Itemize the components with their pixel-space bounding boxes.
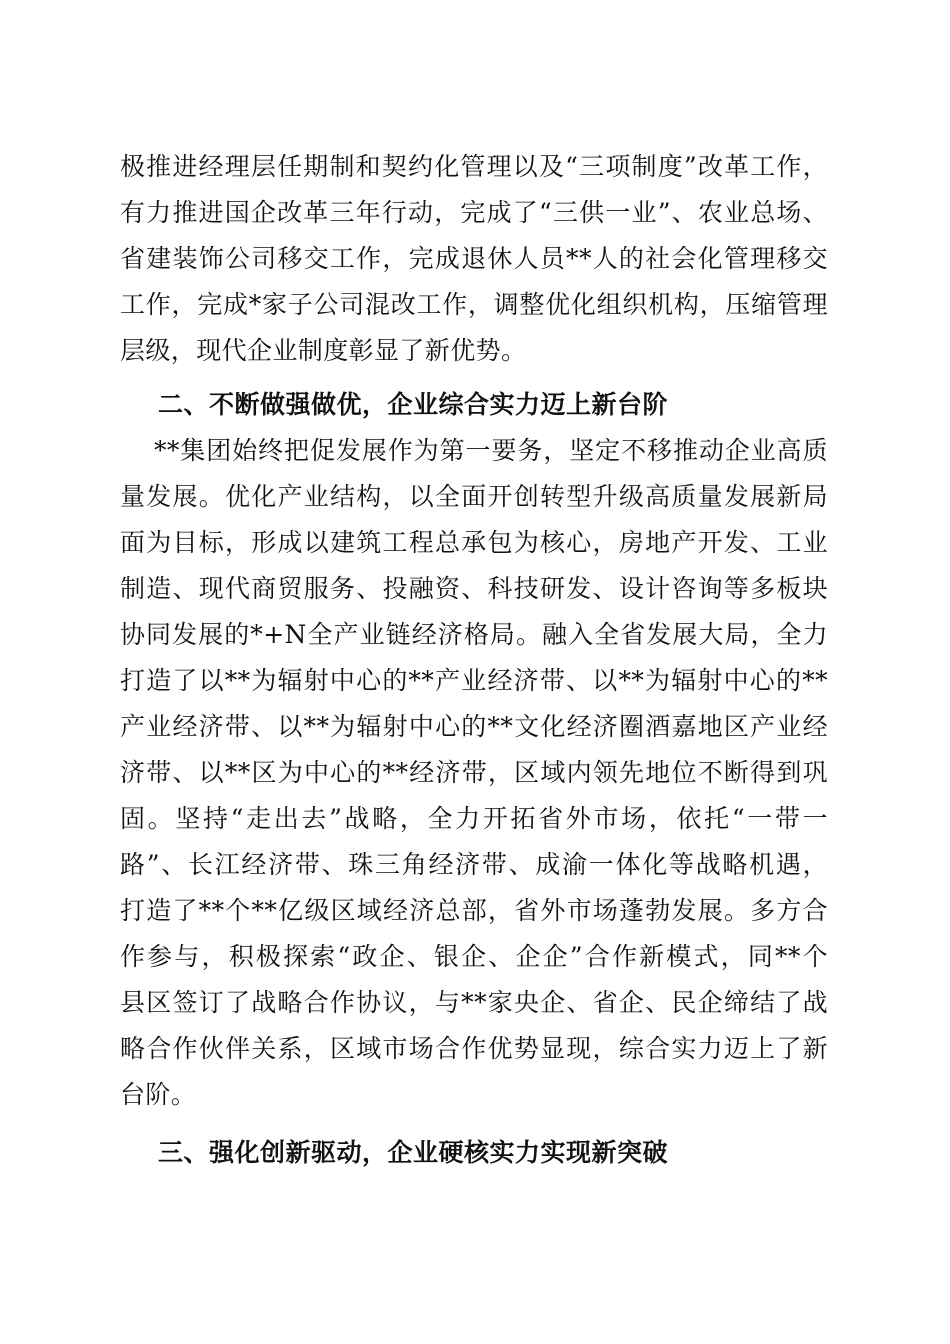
paragraph-line: 作参与，积极探索“政企、银企、企企”合作新模式，同**个	[120, 942, 828, 971]
paragraph-1	[120, 144, 828, 374]
paragraph-2	[120, 428, 828, 1118]
document-page	[120, 144, 828, 1176]
paragraph-line: 省建装饰公司移交工作，完成退休人员**人的社会化管理移交	[120, 244, 828, 273]
paragraph-line: 固。坚持“走出去”战略，全力开拓省外市场，依托“一带一	[120, 804, 828, 833]
paragraph-line: 有力推进国企改革三年行动，完成了“三供一业”、农业总场、	[120, 198, 828, 227]
paragraph-line: 产业经济带、以**为辐射中心的**文化经济圈酒嘉地区产业经	[120, 712, 828, 741]
paragraph-line: 层级，现代企业制度彰显了新优势。	[120, 336, 527, 365]
paragraph-line: 打造了以**为辐射中心的**产业经济带、以**为辐射中心的**	[120, 666, 828, 695]
section-heading-3: 三、强化创新驱动，企业硬核实力实现新突破	[158, 1138, 669, 1167]
paragraph-line: 量发展。优化产业结构，以全面开创转型升级高质量发展新局	[120, 482, 828, 511]
paragraph-line: 面为目标，形成以建筑工程总承包为核心，房地产开发、工业	[120, 528, 828, 557]
paragraph-line: 略合作伙伴关系，区域市场合作优势显现，综合实力迈上了新	[120, 1034, 828, 1063]
paragraph-line: 协同发展的*+N全产业链经济格局。融入全省发展大局，全力	[120, 620, 828, 649]
section-heading-2: 二、不断做强做优，企业综合实力迈上新台阶	[158, 390, 669, 419]
paragraph-line: 极推进经理层任期制和契约化管理以及“三项制度”改革工作，	[120, 152, 828, 181]
paragraph-line: 县区签订了战略合作协议，与**家央企、省企、民企缔结了战	[120, 988, 828, 1017]
paragraph-line: 台阶。	[120, 1080, 197, 1109]
paragraph-line: 制造、现代商贸服务、投融资、科技研发、设计咨询等多板块	[120, 574, 828, 603]
paragraph-line: 路”、长江经济带、珠三角经济带、成渝一体化等战略机遇，	[120, 850, 828, 879]
paragraph-line: 工作，完成*家子公司混改工作，调整优化组织机构，压缩管理	[120, 290, 828, 319]
paragraph-line: 济带、以**区为中心的**经济带，区域内领先地位不断得到巩	[120, 758, 828, 787]
paragraph-line: 打造了**个**亿级区域经济总部，省外市场蓬勃发展。多方合	[120, 896, 828, 925]
paragraph-line: **集团始终把促发展作为第一要务，坚定不移推动企业高质	[154, 436, 828, 465]
